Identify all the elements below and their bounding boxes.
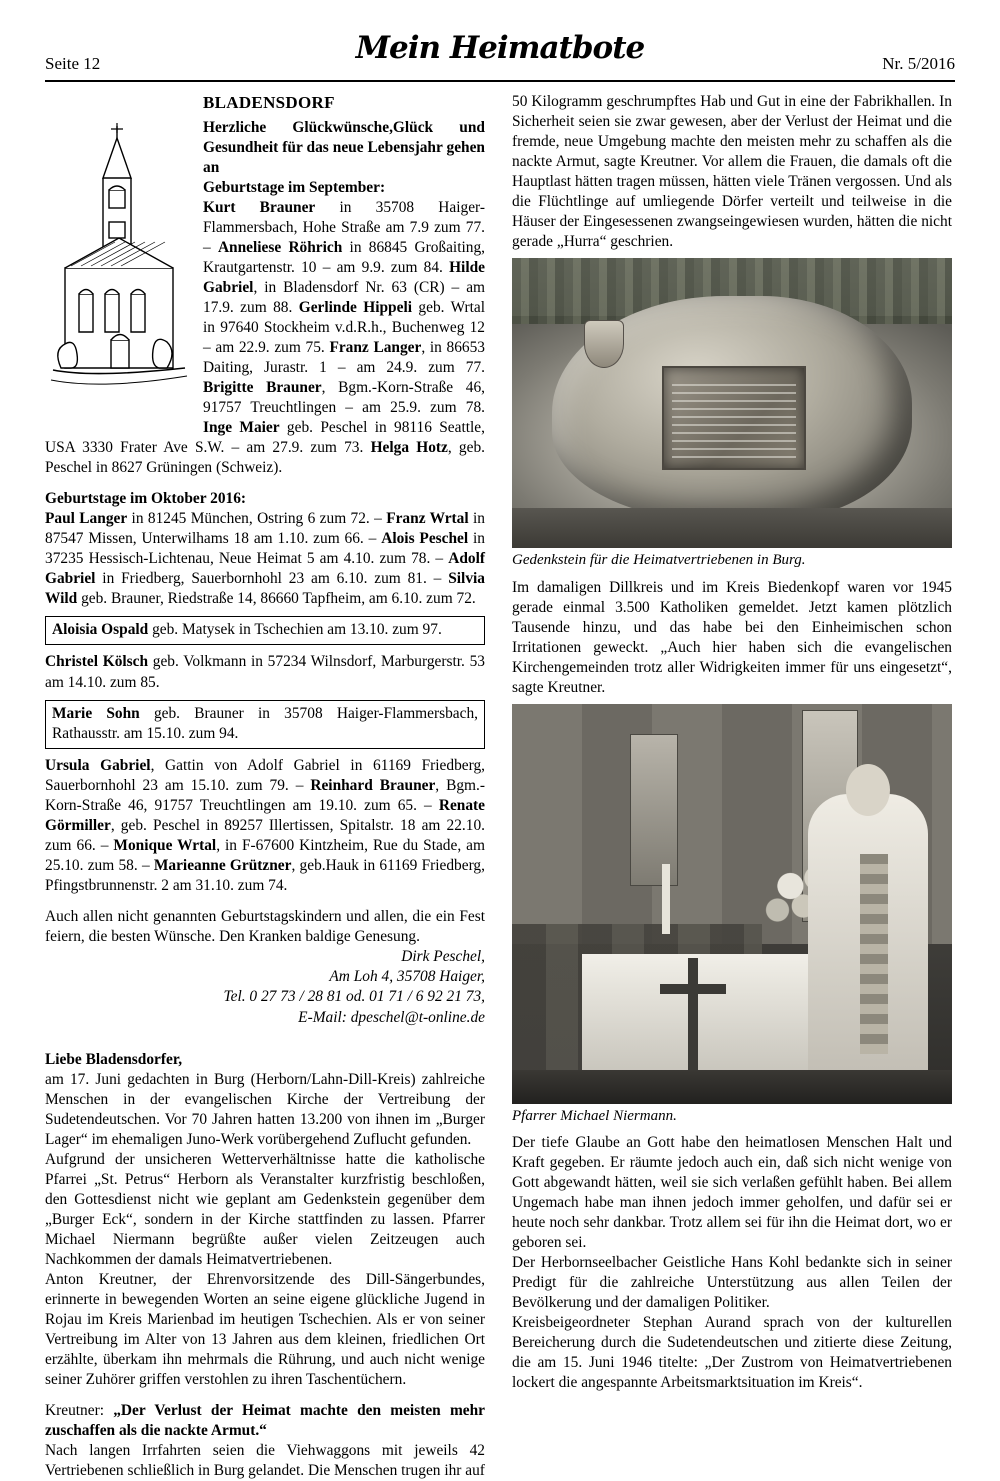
name-bold: Inge Maier	[203, 419, 280, 437]
birthday-christel	[45, 652, 485, 692]
name-detail: , Bgm.-Korn-Straße 46, 91757 Treuchtlingen – am 25.9. zum 78.	[203, 379, 485, 417]
name-bold: Gerlinde Hippeli	[298, 299, 413, 317]
name-bold: Franz Langer	[329, 339, 422, 357]
name-detail: in 87547 Missen, Unterwilhams 18 am 1.10. zum 66. –	[45, 510, 485, 548]
name-detail: geb. Wrtal in 97640 Stockheim v.d.R.h., Buchenweg 12 – am 22.9. zum 75.	[203, 299, 486, 357]
name-bold: Paul Langer	[45, 510, 128, 528]
signature-email[interactable]: E-Mail: dpeschel@t-online.de	[298, 1008, 485, 1026]
name-detail: geb. Volkmann in 57234 Wilnsdorf, Marburgerstr. 53 am 14.10. zum 85.	[45, 653, 485, 691]
name-bold: Hilde Gabriel	[203, 259, 485, 297]
signature-address: Am Loh 4, 35708 Haiger,	[329, 968, 485, 986]
priest-head	[846, 764, 890, 816]
name-detail: , Bgm.-Korn-Straße 46, 91757 Treuchtlingen am 19.10. zum 65. –	[45, 776, 485, 814]
name-bold: Aloisia Ospald	[52, 621, 149, 639]
right-paragraph-4: Der Herbornseelbacher Geistliche Hans Kohl bedankte sich in seiner Predigt für die zahlreiche Unterstützung aus allen Teilen der Bevölkerung und der damaligen Politiker.	[512, 1254, 952, 1312]
name-detail: , in 86653 Daiting, Jurastr. 1 – am 24.9. zum 77.	[203, 339, 485, 377]
name-detail: geb. Brauner in 35708 Haiger-Flammersbach, Rathausstr. am 15.10. zum 94.	[52, 704, 478, 742]
letter-heading: Liebe Bladensdorfer,	[45, 1051, 183, 1068]
pull-quote-label: Kreutner:	[45, 1402, 114, 1420]
name-bold: Reinhard Brauner	[310, 776, 436, 794]
issue-number: Nr. 5/2016	[882, 54, 955, 73]
stone-crest	[584, 320, 624, 368]
letter-paragraph-4: Nach langen Irrfahrten seien die Viehwaggons mit jeweils 42 Vertriebenen schließlich in Burg gelandet. Die Menschen trugen ihr auf	[45, 1442, 485, 1480]
highlight-box-aloisia	[45, 616, 485, 645]
letter-paragraph-3: Anton Kreutner, der Ehrenvorsitzende des Dill-Sängerbundes, erinnerte in bewegenden Worten an seine eigene glückliche Jugend in Rojau im Kreis Marienbad im heutigen Tschechien. Als er von seiner Vertreibung im Alter von 13 Jahren aus dem kleinen, friedlichen Ort erzählte, überkam ihn mehrmals die Rührung, und auch nicht wenige seiner Zuhörer griffen verstohlen zu ihren Taschentüchern.	[45, 1271, 485, 1389]
header-divider	[45, 80, 955, 82]
name-detail: , geb. Peschel in 89257 Illertissen, Spitalstr. 18 am 22.10. zum 66. –	[45, 816, 485, 854]
name-detail: , geb.Hauk in 61169 Friedberg, Pfingstbrunnenstr. 2 am 31.10. zum 74.	[45, 856, 485, 894]
name-bold: Renate Görmiller	[45, 796, 485, 834]
masthead	[45, 30, 955, 78]
right-paragraph-3: Der tiefe Glaube an Gott habe den heimatlosen Menschen Halt und Kraft gegeben. Er räumte jedoch auch ein, daß sich nicht wenige von Gott abgewandt hätten, weil sie sich verlaßen gefühlt haben. Bei allem Ungemach habe man ihnen jedoch immer geholfen, und dafür sei er heute noch sehr dankbar. Trotz allem sei für ihn die Heimat dort, wo er geboren sei.	[512, 1134, 952, 1252]
name-bold: Franz Wrtal	[386, 510, 469, 528]
name-bold: Kurt Brauner	[203, 199, 316, 217]
continuation-paragraph: 50 Kilogramm geschrumpftes Hab und Gut in eine der Fabrikhallen. In Sicherheit seien sie zwar gewesen, aber der Verlust der Heimat und die fremde, neue Umgebung machte den meisten mehr zu schaffen als die nackte Armut, sagte Kreutner. Vor allem die Frauen, die damals oft die Hauptlast hätten tragen müssen, hätten viele Tränen vergossen. Und als die Flüchtlinge auf umliegende Dörfer verteilt und teilweise in die Häuser der Eingesessenen zwangseingewiesen wurden, hätten die nicht gerade „Hurra“ geschrien.	[512, 93, 952, 251]
church-icon	[45, 118, 193, 413]
name-bold: Alois Peschel	[381, 530, 469, 548]
name-detail: in 86845 Großaiting, Krautgartenstr. 10 – am 9.9. zum 84.	[203, 239, 485, 277]
altar-candle	[662, 864, 670, 934]
name-bold: Brigitte Brauner	[203, 379, 322, 397]
name-bold: Marie Sohn	[52, 704, 140, 722]
letter-paragraph-2: Aufgrund der unsicheren Wetterverhältnisse hatte die katholische Pfarrei „St. Petrus“ Herborn als Veranstalter kurzfristig beschloßen, den Gottesdienst nicht wie geplant am Gedenkstein gegenüber dem „Burger Eck“, sondern in der Kirche stattfinden zu lassen. Pfarrer Michael Niermann begrüßte außer vielen Zeitzeugen auch Nachkommen der damals Heimatvertriebenen.	[45, 1151, 485, 1269]
best-wishes-text: Auch allen nicht genannten Geburtstagskindern und allen, die ein Fest feiern, die besten Wünsche. Den Kranken baldige Genesung.	[45, 907, 485, 945]
priest-stole	[860, 854, 888, 1054]
september-heading: Geburtstage im September:	[203, 179, 386, 197]
right-paragraph-2: Im damaligen Dillkreis und im Kreis Biedenkopf waren vor 1945 gerade einmal 3.500 Katholiken gemeldet. Jetzt kamen plötzlich Tausende hinzu, und das habe bei den Einheimischen schon Irritationen geweckt. „Auch hier haben sich die evangelischen Kirchengemeinden trotz aller Widrigkeiten immer für uns eingesetzt“, sagte Kreutner.	[512, 578, 952, 696]
name-detail: geb. Brauner, Riedstraße 14, 86660 Tapfheim, am 6.10. zum 72.	[77, 590, 476, 608]
church-banner-secondary	[630, 734, 678, 886]
photo-caption-2: Pfarrer Michael Niermann.	[512, 1107, 677, 1124]
name-detail: in 35708 Haiger-Flammersbach, Hohe Straße am 7.9 zum 77. –	[203, 199, 485, 257]
pull-quote	[45, 1401, 485, 1441]
right-paragraph-5: Kreisbeigeordneter Stephan Aurand sprach von der kulturellen Bereicherung durch die Sudetendeutschen und zitierte diese Zeitung, die am 15. Juni 1946 titelte: „Der Zustrom von Heimatvertriebenen lockert die angespannte Arbeitsmarktsituation im Kreis“.	[512, 1314, 952, 1392]
name-bold: Silvia Wild	[45, 570, 485, 608]
name-detail: in 81245 München, Ostring 6 zum 72. –	[127, 510, 387, 528]
stone-plaque	[662, 366, 806, 470]
name-bold: Monique Wrtal	[113, 836, 217, 854]
name-detail: , geb. Peschel in 8627 Grüningen (Schweiz).	[45, 439, 485, 477]
name-detail: geb. Peschel in 98116 Seattle, USA 3330 Frater Ave S.W. – am 27.9. zum 73.	[45, 419, 485, 457]
october-birthdays	[45, 509, 485, 609]
name-detail: in 37235 Hessisch-Lichtenau, Neue Heimat 5 am 4.10. zum 78. –	[45, 530, 485, 568]
name-bold: Ursula Gabriel	[45, 756, 151, 774]
name-detail: in Friedberg, Sauerbornhohl 23 am 6.10. zum 81. –	[95, 570, 449, 588]
name-detail: , Gattin von Adolf Gabriel in 61169 Friedberg, Sauerbornhohl 23 am 15.10. zum 79. –	[45, 756, 485, 794]
name-detail: geb. Matysek in Tschechien am 13.10. zum 97.	[148, 621, 442, 639]
name-bold: Helga Hotz	[370, 439, 448, 457]
name-bold: Marieanne Grützner	[153, 856, 292, 874]
photo-caption-1: Gedenkstein für die Heimatvertriebenen in Burg.	[512, 552, 806, 569]
birthday-tail-list	[45, 756, 485, 896]
name-detail: , in F-67600 Kintzheim, Rue du Stade, am 25.10. zum 58. –	[45, 836, 485, 874]
name-bold: Anneliese Röhrich	[217, 239, 343, 257]
name-bold: Christel Kölsch	[45, 653, 149, 671]
church-floor	[512, 1070, 952, 1104]
name-detail: , in Bladensdorf Nr. 63 (CR) – am 17.9. zum 88.	[203, 279, 485, 317]
signature-name: Dirk Peschel,	[401, 947, 485, 965]
greeting-text: Herzliche Glückwünsche,Glück und Gesundheit für das neue Lebensjahr gehen an	[203, 119, 485, 177]
right-column	[512, 92, 952, 1393]
highlight-box-marie	[45, 700, 485, 749]
publication-title: Mein Heimatbote	[355, 30, 645, 66]
photo-ground	[512, 508, 952, 548]
signature-block	[45, 947, 485, 1028]
church-illustration	[45, 118, 195, 418]
photo-memorial-stone	[512, 258, 952, 548]
page-number: Seite 12	[45, 54, 101, 73]
pull-quote-text: „Der Verlust der Heimat machte den meisten mehr zuschaffen als die nackte Armut.“	[45, 1402, 485, 1440]
left-column	[45, 92, 485, 1481]
october-heading: Geburtstage im Oktober 2016:	[45, 490, 247, 508]
letter-paragraph-1: am 17. Juni gedachten in Burg (Herborn/Lahn-Dill-Kreis) zahlreiche Menschen in der evangelischen Kirche der Vertreibung der Sudetendeutschen. Vor 70 Jahren hatten 13.200 von ihnen im „Burger Lager“ im ehemaligen Juno-Werk vorübergehend Zuflucht gefunden.	[45, 1071, 485, 1149]
altar-cross	[688, 958, 698, 1078]
signature-phone: Tel. 0 27 73 / 28 81 od. 01 71 / 6 92 21 73,	[223, 988, 485, 1006]
town-heading: BLADENSDORF	[203, 93, 335, 112]
name-bold: Adolf Gabriel	[45, 550, 485, 588]
photo-church-service	[512, 704, 952, 1104]
